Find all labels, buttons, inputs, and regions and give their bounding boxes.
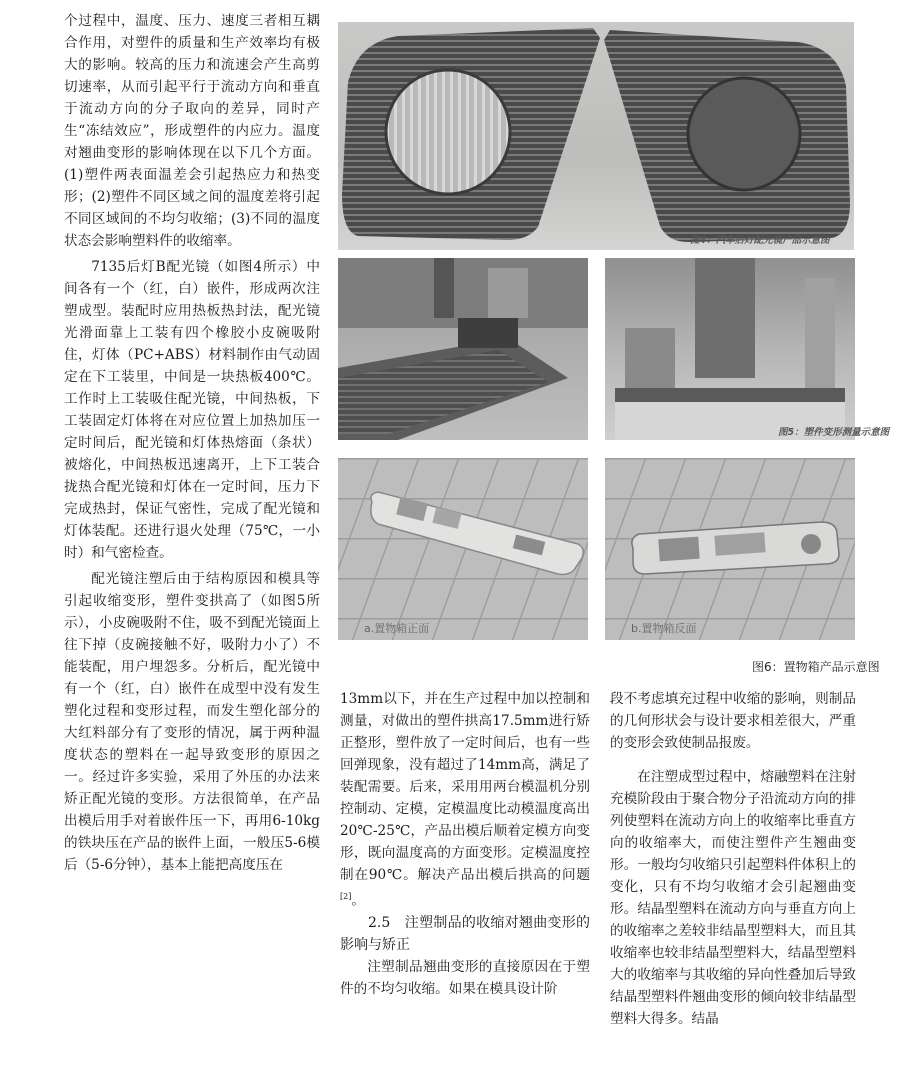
storage-box-back-illustration <box>605 458 855 640</box>
reference-mark: [2] <box>340 892 352 901</box>
middle-paragraph-1-text: 13mm以下，并在生产过程中加以控制和测量，对做出的塑件拱高17.5mm进行矫正整形，塑件放了一定时间后，也有一些回弹现象，没有超过了14mm高，满足了装配需要。后来，采用用两台模温机分别控制动、定模，定模温度比动模温度高出20℃-25℃，产品出模后顺着定模方向变形，既向温度高的方面变形。定模温度控制在90℃。解决产品出模后拱高的问题 <box>340 691 590 883</box>
figure-6b-label: b.置物箱反面 <box>631 622 697 635</box>
figure-6-caption: 图6：置物箱产品示意图 <box>752 660 880 674</box>
deformation-gauge-illustration <box>605 258 855 440</box>
measurement-setup-illustration <box>338 258 588 440</box>
figure-6a-label: a.置物箱正面 <box>364 622 430 635</box>
middle-paragraph-1 <box>340 688 590 912</box>
left-paragraph-2: 7135后灯B配光镜（如图4所示）中间各有一个（红，白）嵌件，形成两次注塑成型。装配时应用热板热封法，配光镜光滑面靠上工装有四个橡胶小皮碗吸附住，灯体（PC+ABS）材料制作由气动固定在下工装里，中间是一块热板400℃。工作时上工装吸住配光镜，中间热板，下工装固定灯体将在对应位置上加热加压一定时间后，配光镜和灯体热熔面（条状）被熔化，中间热板迅速离开，上下工装合拢热合配光镜和灯体在一定时间，压力下完成热封，保证气密性，完成了配光镜和灯体装配。还进行退火处理（75℃，一小时）和气密检查。 <box>64 259 320 561</box>
left-paragraph-1: 个过程中，温度、压力、速度三者相互耦合作用，对塑件的质量和生产效率均有极大的影响。较高的压力和流速会产生高剪切速率，从而引起平行于流动方向和垂直于流动方向的分子取向的差异，同时产生“冻结效应”，形成塑件的内应力。温度对翘曲变形的影响体现在以下几个方面。(1)塑件两表面温差会引起热应力和热变形；(2)塑件不同区域之间的温度差将引起不同区域间的不均匀收缩；(3)不同的温度状态会影响塑料件的收缩率。 <box>64 13 320 249</box>
middle-paragraph-2: 注塑制品翘曲变形的直接原因在于塑件的不均匀收缩。如果在模具设计阶 <box>340 958 590 997</box>
figure-6a-photo <box>338 458 588 640</box>
figure-6b-photo <box>605 458 855 640</box>
left-column <box>64 10 320 876</box>
storage-box-front-illustration <box>338 458 588 640</box>
middle-column <box>340 688 590 1000</box>
tail-light-lenses-illustration <box>338 22 854 250</box>
figure-4-photo <box>338 22 854 250</box>
right-column <box>610 688 856 1030</box>
right-paragraph-2: 在注塑成型过程中，熔融塑料在注射充模阶段由于聚合物分子沿流动方向的排列使塑料在流动方向上的收缩率比垂直方向的收缩率大，而使注塑件产生翘曲变形。一般均匀收缩只引起塑料件体积上的变化，只有不均匀收缩才会引起翘曲变形。结晶型塑料在流动方向与垂直方向上的收缩率之差较非结晶型塑料大，而且其收缩率也较非结晶型塑料大，结晶型塑料大的收缩率与其收缩的异向性叠加后导致结晶型塑料件翘曲变形的倾向较非结晶型塑料大得多。结晶 <box>610 769 856 1027</box>
figure-5-photo-left <box>338 258 588 440</box>
figure-5-photo-right <box>605 258 855 440</box>
left-paragraph-3: 配光镜注塑后由于结构原因和模具等引起收缩变形，塑件变拱高了（如图5所示），小皮碗吸附不住，吸不到配光镜面上往下掉（皮碗接触不好，吸附力小了）不能装配，用户埋怨多。分析后，配光镜中有一个（红，白）嵌件在成型中没有发生塑化过程和变形过程，而发生塑化部分的大红料部分有了变形的情况，属于两种温度状态的塑料在一起导致变形的原因之一。经过许多实验，采用了外压的办法来矫正配光镜的变形。方法很简单，在产品出模后用手对着嵌件压一下，再用6-10kg的铁块压在产品的嵌件上面，一般压5-6模后（5-6分钟），基本上能把高度压在 <box>64 571 320 873</box>
section-title: 2.5 注塑制品的收缩对翘曲变形的影响与矫正 <box>340 914 590 953</box>
figure-5-caption: 图5：塑件变形测量示意图 <box>778 427 890 438</box>
figure-4-caption: 图4：汽车后灯配光镜产品示意图 <box>690 235 830 246</box>
middle-paragraph-1-end: 。 <box>351 892 365 909</box>
right-paragraph-1: 段不考虑填充过程中收缩的影响，则制品的几何形状会与设计要求相差很大，严重的变形会致使制品报废。 <box>610 691 856 751</box>
